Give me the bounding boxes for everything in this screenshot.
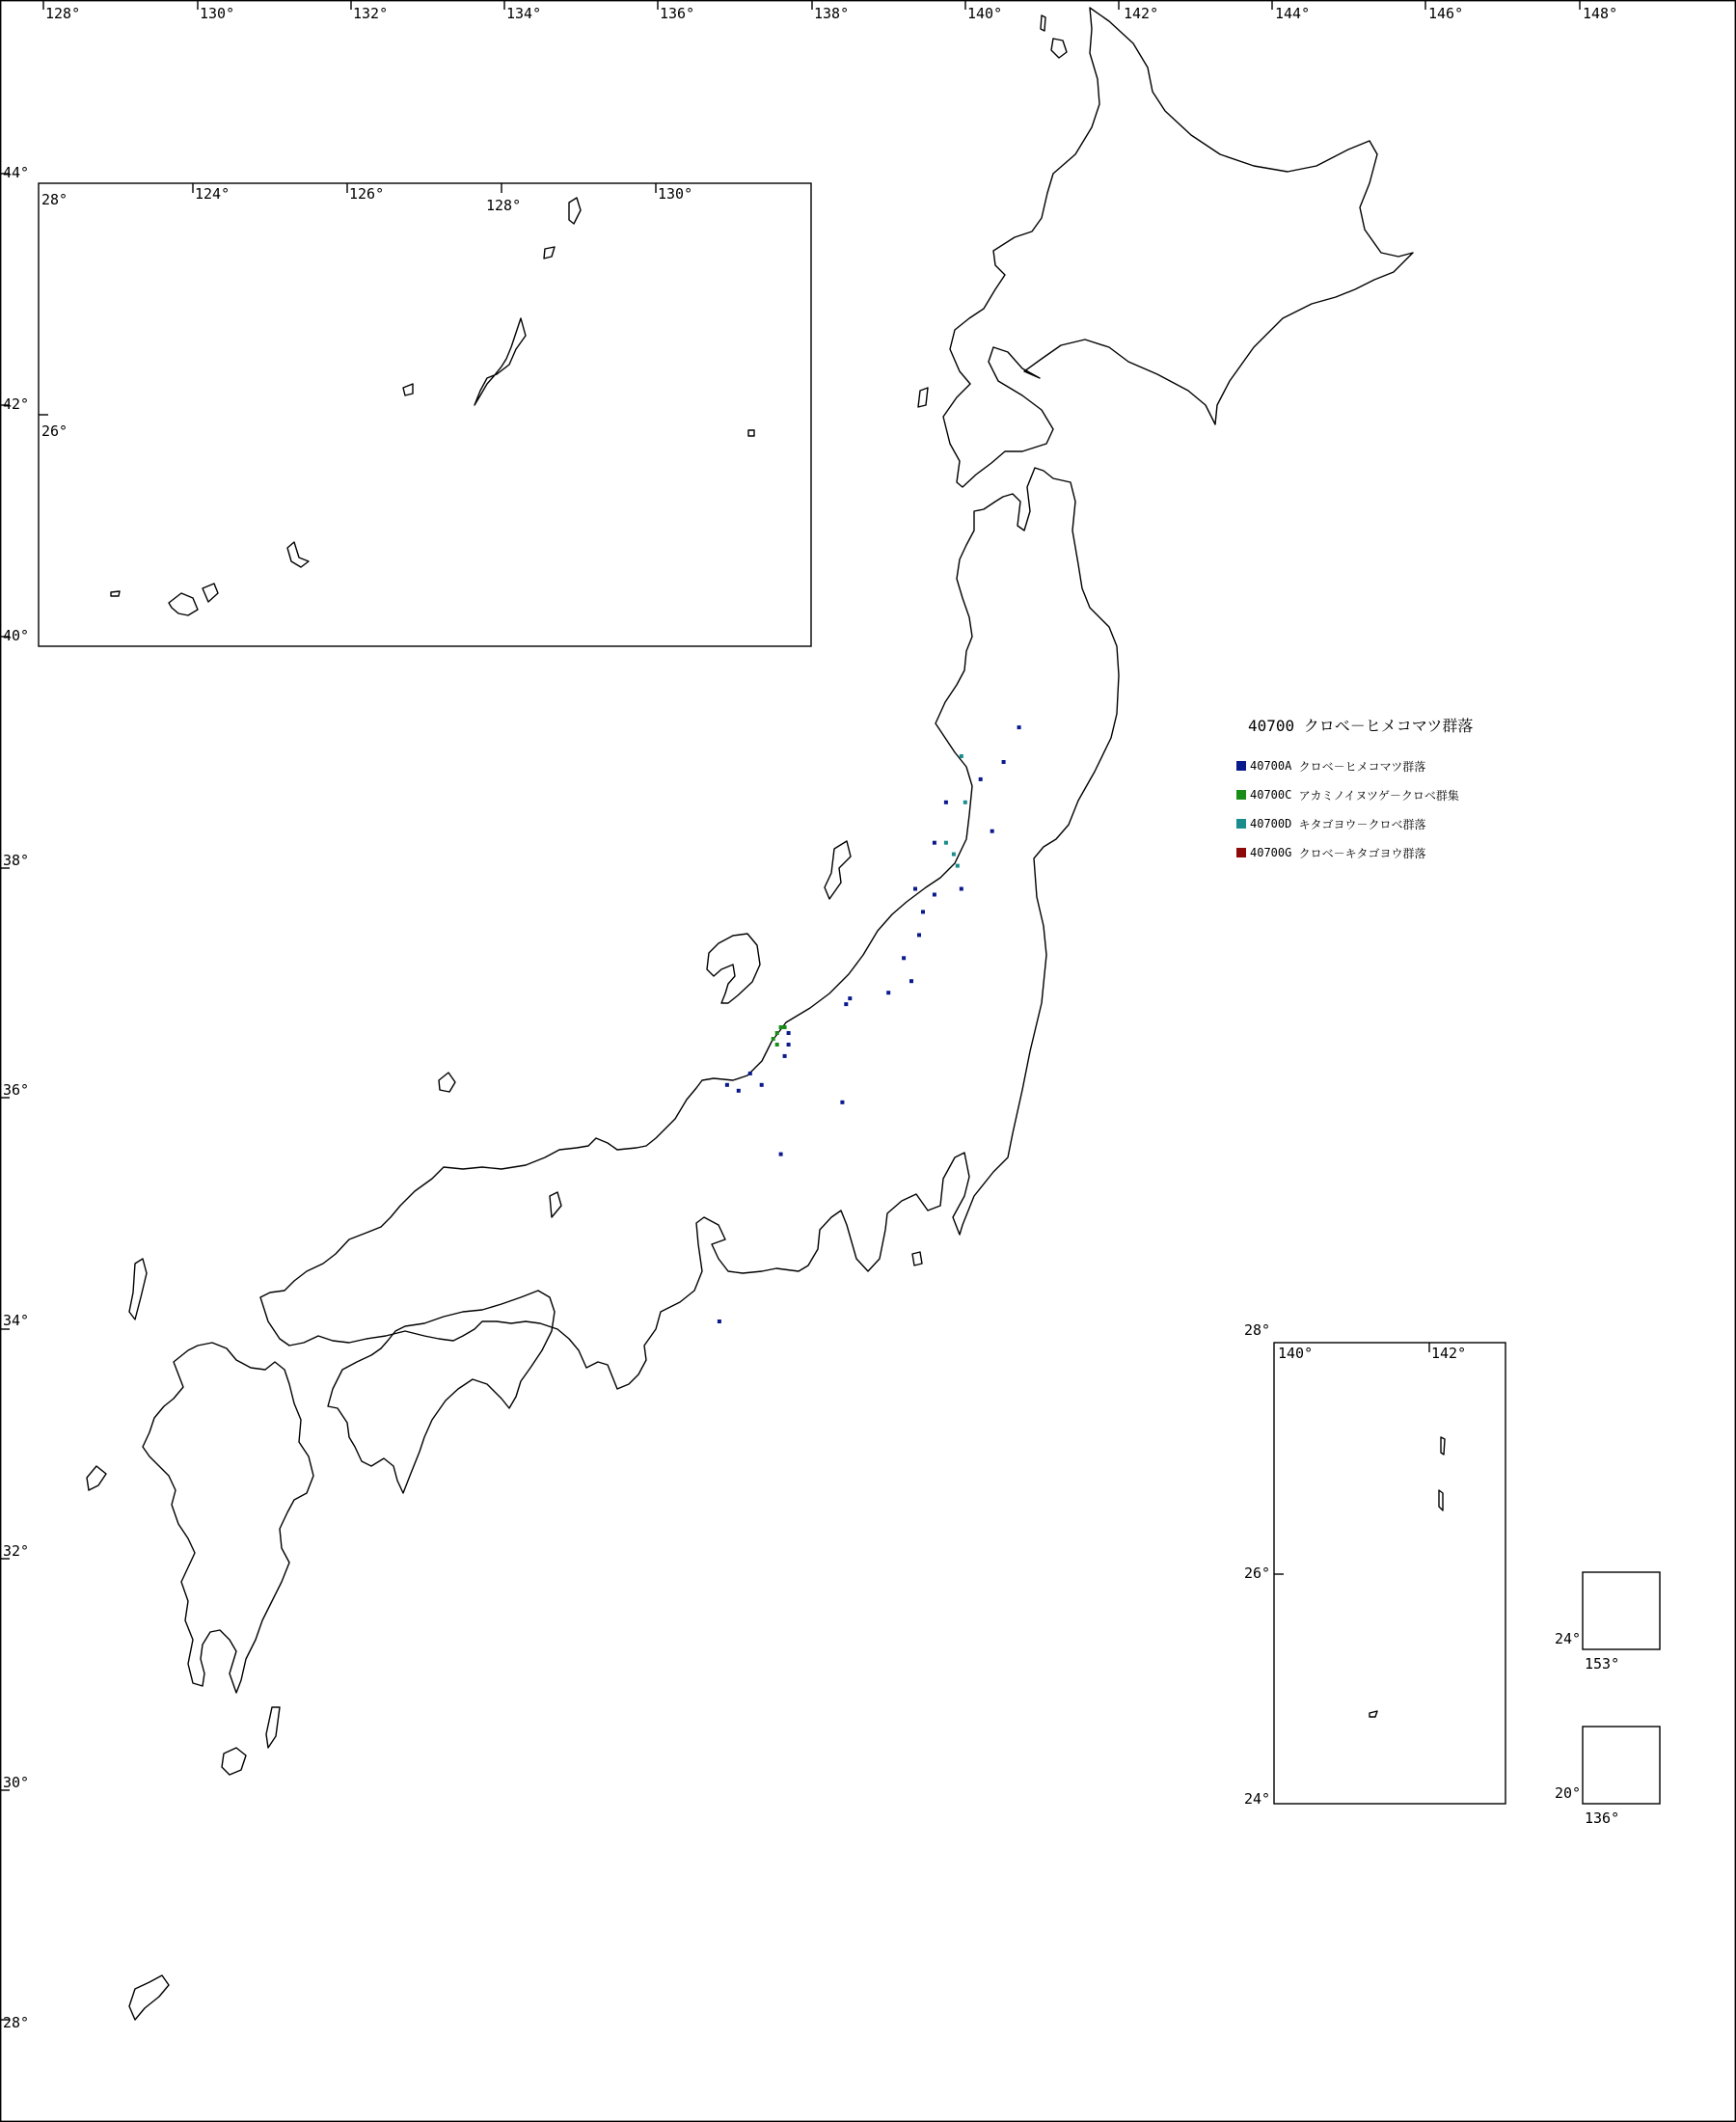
distribution-point (960, 887, 963, 891)
distribution-point (772, 1037, 775, 1041)
distribution-point (787, 1031, 791, 1035)
distribution-point (737, 1089, 741, 1093)
lat-label: 42° (3, 395, 30, 413)
distribution-point (886, 991, 890, 994)
distribution-point (956, 864, 960, 868)
inset-ogasawara-corner-label: 28° (1244, 1321, 1271, 1339)
kyushu-coast (143, 1343, 313, 1693)
distribution-point (779, 1153, 783, 1156)
amami-coast (129, 1975, 169, 2020)
yakushima-coast (222, 1748, 246, 1775)
lon-label: 138° (814, 5, 850, 22)
ishigaki-coast (169, 593, 198, 615)
inset-minamitori-lat-label: 24° (1555, 1630, 1582, 1647)
lon-label: 136° (660, 5, 695, 22)
legend-label: キタゴヨウ－クロベ群落 (1298, 817, 1426, 831)
okinawa-main-island-coast (475, 318, 526, 405)
legend-swatch (1236, 819, 1246, 829)
distribution-point (779, 1025, 783, 1029)
inset-okinawa-frame (39, 183, 811, 646)
distribution-point (775, 1043, 779, 1047)
lon-label: 140° (967, 5, 1003, 22)
lat-label: 30° (3, 1774, 30, 1791)
inset-okinawa-lon-label: 128° (486, 197, 522, 214)
rishiri-coast (1051, 39, 1067, 58)
legend-item-40700c (1236, 780, 1603, 809)
lon-label: 130° (200, 5, 235, 22)
distribution-point (913, 887, 917, 891)
kumejima-coast (403, 384, 413, 395)
inset-minamitori-lon-label: 153° (1585, 1655, 1620, 1673)
hahajima-coast (1439, 1490, 1443, 1510)
legend-item-40700g (1236, 838, 1603, 867)
legend-label: クロベ－キタゴヨウ群落 (1298, 846, 1426, 860)
inset-ogasawara-lon-label: 140° (1278, 1345, 1314, 1362)
shikoku-coast (328, 1291, 555, 1493)
iwojima-coast (1370, 1711, 1377, 1717)
lon-label: 134° (506, 5, 542, 22)
legend-code: 40700D (1250, 817, 1292, 830)
inset-okinotori-lat-label: 20° (1555, 1784, 1582, 1802)
distribution-point (921, 910, 925, 913)
distribution-point (902, 956, 906, 960)
lat-label: 32° (3, 1542, 30, 1560)
distribution-point (848, 996, 852, 1000)
distribution-point (944, 801, 948, 804)
lat-label: 28° (3, 2014, 30, 2031)
yonaguni-coast (111, 591, 120, 596)
okinoerabu-coast (569, 198, 581, 224)
distribution-point (718, 1319, 721, 1323)
distribution-point (963, 801, 967, 804)
distribution-point (979, 777, 983, 781)
sado-coast (825, 841, 851, 899)
distribution-point (1002, 760, 1006, 764)
honshu-coast (260, 468, 1119, 1389)
legend-label: アカミノイヌツゲ－クロベ群集 (1298, 788, 1459, 803)
inset-okinawa-lon-label: 126° (349, 185, 385, 203)
distribution-point (725, 1083, 729, 1087)
distribution-point (944, 841, 948, 845)
lon-label: 146° (1428, 5, 1464, 22)
tokunoshima-coast (544, 247, 555, 258)
distribution-point (933, 893, 936, 897)
distribution-point (960, 754, 963, 758)
izu-oshima-coast (912, 1252, 922, 1265)
distribution-point (1017, 725, 1021, 729)
inset-okinotori-lon-label: 136° (1585, 1809, 1620, 1827)
lon-tick-marks (43, 0, 1580, 10)
inset-okinawa-lon-label: 130° (658, 185, 693, 203)
miyako-coast (287, 542, 309, 567)
distribution-point (933, 841, 936, 845)
legend-swatch (1236, 761, 1246, 771)
legend (1236, 714, 1603, 867)
distribution-point (909, 979, 913, 983)
distribution-point (917, 933, 921, 937)
oki-coast (439, 1073, 455, 1092)
distribution-point (840, 1101, 844, 1104)
chichijima-coast (1441, 1437, 1445, 1455)
iriomote-coast (203, 584, 218, 602)
inset-okinawa-lon-label: 124° (195, 185, 231, 203)
distribution-point (775, 1031, 779, 1035)
inset-ogasawara-ticks (1274, 1343, 1429, 1574)
legend-swatch (1236, 790, 1246, 800)
legend-code: 40700C (1250, 788, 1292, 802)
rebun-coast (1041, 15, 1045, 31)
inset-okinawa-ticks (39, 183, 656, 415)
legend-label: クロベ－ヒメコマツ群落 (1298, 759, 1426, 774)
daito-coast (748, 430, 754, 436)
distribution-point (844, 1002, 848, 1006)
inset-okinawa-lat-label: 26° (41, 422, 68, 440)
legend-title: 40700 クロベ－ヒメコマツ群落 (1248, 717, 1474, 735)
lon-label: 128° (45, 5, 81, 22)
noto-peninsula-coast (707, 934, 760, 1003)
inset-okinotori-frame (1583, 1727, 1660, 1804)
hokkaido-coast (943, 8, 1413, 487)
lon-label: 132° (353, 5, 389, 22)
legend-code: 40700A (1250, 759, 1292, 773)
distribution-point (952, 853, 956, 857)
legend-item-40700d (1236, 809, 1603, 838)
tanegashima-coast (266, 1707, 280, 1748)
inset-ogasawara-frame (1274, 1343, 1505, 1804)
distribution-point (990, 830, 994, 833)
legend-swatch (1236, 848, 1246, 857)
inset-ogasawara-lat-label: 24° (1244, 1790, 1271, 1808)
lon-label: 142° (1124, 5, 1159, 22)
lon-label: 144° (1275, 5, 1311, 22)
lat-label: 38° (3, 852, 30, 869)
lon-label: 148° (1583, 5, 1618, 22)
inset-okinawa-lon-label: 28° (41, 191, 68, 208)
distribution-point (787, 1043, 791, 1047)
lat-label: 40° (3, 627, 30, 644)
distribution-point (748, 1072, 752, 1075)
distribution-point (783, 1025, 787, 1029)
awaji-coast (550, 1192, 561, 1217)
distribution-point (783, 1054, 787, 1058)
lat-label: 36° (3, 1081, 30, 1099)
legend-code: 40700G (1250, 846, 1292, 859)
lon-tick-labels (45, 5, 1617, 22)
inset-minamitori-frame (1583, 1572, 1660, 1649)
tsushima-coast (129, 1259, 147, 1319)
okushiri-coast (918, 388, 928, 407)
lat-tick-labels (3, 164, 29, 2031)
legend-item-40700a (1236, 751, 1603, 780)
lat-label: 34° (3, 1312, 30, 1329)
goto-islands-coast (87, 1466, 106, 1490)
inset-ogasawara-lon-label: 142° (1431, 1345, 1467, 1362)
distribution-point (760, 1083, 764, 1087)
distribution-points (718, 725, 1021, 1323)
inset-ogasawara-lat-label: 26° (1244, 1564, 1271, 1582)
lat-label: 44° (3, 164, 30, 181)
